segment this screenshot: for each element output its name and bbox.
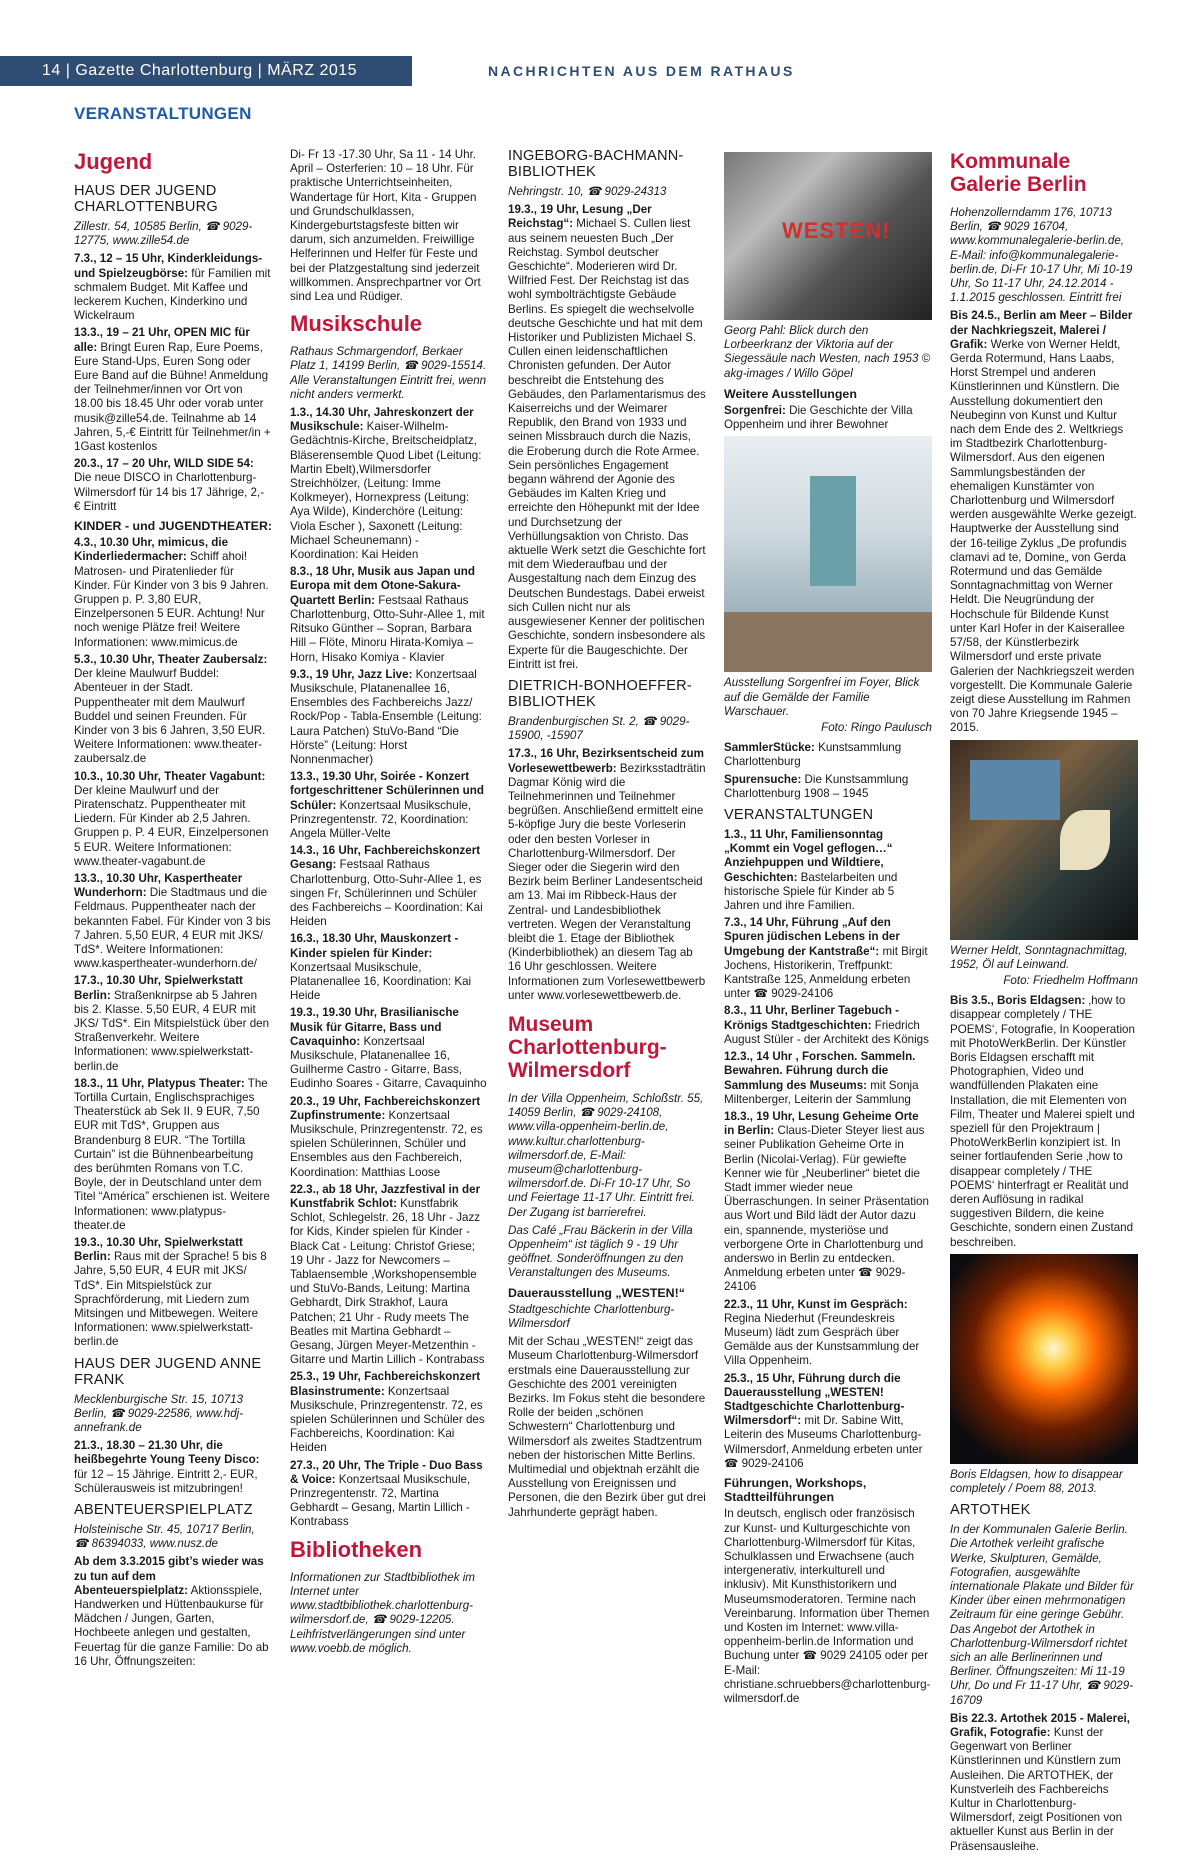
- photo-credit: Foto: Ringo Paulusch: [821, 721, 932, 735]
- event-item: 10.3., 10.30 Uhr, Theater Vagabunt: Der kleine Maulwurf und der Piratenschatz. Puppentheater mit Liedern. Für Kinder ab 2,5 Jahren. Gruppen p. P. 4 EUR, Einzelpersonen 5 EUR. Weitere Informationen: www.theater-vagabunt.de: [74, 769, 269, 868]
- column-1: [74, 148, 272, 1672]
- column-5: [950, 148, 1138, 1857]
- event-item: 1.3., 14.30 Uhr, Jahreskonzert der Musikschule: Kaiser-Wilhelm-Gedächtnis-Kirche, Breitscheidplatz, Bläserensemble Quod Libet (Leitung: Martin Ebelt),Wilmersdorfer Streichhölzer, (Leitung: Imme Kolkmeyer), Hornexpress (Leitung: Aya Wilde), Kinderchöre (Leitung: Viola Escher ), Saxonett (Leitung: Michael Scheunemann) - Koordination: Kai Heiden: [290, 406, 482, 562]
- event-item: 18.3., 11 Uhr, Platypus Theater: The Tortilla Curtain, Englischsprachiges Theaterstück ab Sek II. 9 EUR, 7,50 EUR mit TdS*, Gruppen aus Brandenburg 8 EUR. “The Tortilla Curtain” ist die Bühnenbearbeitung des berühmten Romans von T.C. Boyle, der in Deutschland unter dem Titel “América” erschienen ist. Weitere Informationen: www.platypus-theater.de: [74, 1076, 270, 1232]
- event-item: 20.3., 19 Uhr, Fachbereichskonzert Zupfinstrumente: Konzertsaal Musikschule, Prinzregentenstr. 72, es spielen Schülerinnen, Schüler und Ensembles aus den Fachbereich, Koordination: Matthias Loose: [290, 1094, 483, 1179]
- floor-shape: [724, 612, 932, 672]
- artothek-info: In der Kommunalen Galerie Berlin. Die Artothek verleiht grafische Werke, Skulpturen, Gemälde, Fotografien, ausgewählte internationale Plakate und Bilder für Kinder über einen mehrmonatigen Zeitraum für eine geringe Gebühr. Das Angebot der Artothek in Charlottenburg-Wilmersdorf richtet sich an alle Berlinerinnen und Berliner. Öffnungszeiten: Mi 11-19 Uhr, Do und Fr 11-17 Uhr, ☎ 9029-16709: [950, 1523, 1134, 1707]
- event-item: 22.3., 11 Uhr, Kunst im Gespräch: Regina Niederhut (Freundeskreis Museum) lädt zum Gespräch über Gemälde aus der Kunstsammlung der Villa Oppenheim.: [724, 1297, 920, 1368]
- issue-label: 14 | Gazette Charlottenburg | MÄRZ 2015: [0, 56, 412, 86]
- library-info: Informationen zur Stadtbibliothek im Internet unter www.stadtbibliothek.charlottenburg-wilmersdorf.de, ☎ 9029-12205. Leihfristverlängerungen sind unter www.voebb.de möglich.: [290, 1570, 475, 1655]
- opening-hours: Di- Fr 13 -17.30 Uhr, Sa 11 - 14 Uhr. April – Osterferien: 10 – 18 Uhr. Für praktische Unterrichtseinheiten, Wandertage für Hort, Kita - Gruppen und Grundschulklassen, Kindergeburtstagsfeste bitten wir darum, sich anzumelden. Freiwillige Helferinnen und Helfer für Feste und bei der Platzgestaltung sind jederzeit willkommen. Ansprechpartner vor Ort sind Lea und Rüdiger.: [290, 148, 481, 304]
- venue-address: In der Villa Oppenheim, Schloßstr. 55, 14059 Berlin, ☎ 9029-24108, www.villa-oppenheim-berlin.de, www.kultur.charlottenburg-wilmersdorf.de, E-Mail: museum@charlottenburg-wilmersdorf.de. Di-Fr 10-17 Uhr, So und Feiertage 11-17 Uhr. Eintritt frei. Der Zugang ist barrierefrei.: [508, 1091, 704, 1219]
- painting-sky: [970, 760, 1060, 820]
- venue-address: Holsteinische Str. 45, 10717 Berlin, ☎ 86394033, www.nusz.de: [74, 1523, 255, 1551]
- bibliotheken-heading: Bibliotheken: [290, 1536, 423, 1562]
- doorway-shape: [810, 476, 856, 586]
- fuehrungen-title: Führungen, Workshops, Stadtteilführungen: [724, 1475, 867, 1505]
- venue-haus-jugend: HAUS DER JUGEND CHARLOTTENBURG: [74, 183, 218, 215]
- venue-bonhoeffer: DIETRICH-BONHOEFFER-BIBLIOTHEK: [508, 677, 692, 710]
- department-label: NACHRICHTEN AUS DEM RATHAUS: [488, 63, 795, 79]
- event-item: 20.3., 17 – 20 Uhr, WILD SIDE 54: Die neue DISCO in Charlottenburg-Wilmersdorf für 14 bis 17 Jährige, 2,- € Eintritt: [74, 457, 265, 513]
- venue-anne-frank: HAUS DER JUGEND ANNE FRANK: [74, 1355, 262, 1388]
- event-item: 25.3., 15 Uhr, Führung durch die Dauerausstellung „WESTEN! Stadtgeschichte Charlottenburg-Wilmersdorf“: mit Dr. Sabine Witt, Leiterin des Museums Charlottenburg-Wilmersdorf, Anmeldung erbeten unter ☎ 9029-24106: [724, 1371, 923, 1470]
- event-item: 19.3., 19 Uhr, Lesung „Der Reichstag“: Michael S. Cullen liest aus seinem neuesten Buch „Der Reichstag. Symbol deutscher Geschichte“. Moderieren wird Dr. Wilfried Fest. Der Reichstag ist das wohl symbolträchtigste Gebäude Berlins. Es spiegelt die wechselvolle deutsche Geschichte und hat mit dem Historiker und Publizisten Michael S. Cullen einen leidenschaftlichen Chronisten gefunden. Der Autor beschreibt die Entstehung des Gebäudes, den Parlamentarismus des Kaiserreichs und der Weimarer Republik, den Brand von 1933 und seinen Missbrauch durch die Nazis, die Eroberung durch die Rote Armee. Sein persönliches Engagement begann während der Agonie des Gebäudes im Kalten Krieg und erreichte den Höhepunkt mit der Idee und Durchsetzung der Verhüllungsaktion von Christo. Das aktuelle Werk setzt die Geschichte fort mit dem Wiederaufbau und der Ausgestaltung nach dem Einzug des Deutschen Bundestags. Dabei erweist sich Cullen nicht nur als ausgewiesener Kenner der politischen Geschichte, sondern insbesondere als Experte für die Baugeschichte. Der Eintritt ist frei.: [508, 203, 706, 671]
- event-item: 12.3., 14 Uhr , Forschen. Sammeln. Bewahren. Führung durch die Sammlung des Museums: mit Sonja Miltenberger, Leiterin der Sammlung: [724, 1050, 919, 1106]
- event-item: 17.3., 10.30 Uhr, Spielwerkstatt Berlin: Straßenknirpse ab 5 Jahren bis 2. Klasse. 5,50 EUR, 4 EUR mit JKS/ TdS*. Ein Mitspielstück über den Straßenverkehr. Weitere Informationen: www.spielwerkstatt-berlin.de: [74, 974, 270, 1073]
- exhibition-title: Dauerausstellung „WESTEN!“: [508, 1285, 685, 1300]
- heldt-painting: [950, 740, 1138, 940]
- event-item: Bis 24.5., Berlin am Meer – Bilder der Nachkriegszeit, Malerei / Grafik: Werke von Werner Heldt, Gerda Rotermund, Hans Laabs, Horst Strempel und anderen Künstlerinnen und Künstlern. Die Ausstellung dokumentiert den Neubeginn von Kunst und Kultur nach dem Ende des 2. Weltkriegs im Stadtbezirk Charlottenburg-Wilmersdorf. Aus den eigenen Sammlungsbeständen der ehemaligen Kunstämter von Charlottenburg und Wilmersdorf werden ausgewählte Werke gezeigt. Hauptwerke der Ausstellung sind der 16-teilige Zyklus „De profundis clamavi ad te, Domine„ von Gerda Rotermund und das Gemälde Sonntagnachmittag von Werner Heldt. Die Neugründung der Hochschule für Bildende Kunst unter Karl Hofer in der Kaiserallee 57/58, der Künstlerbezirk Wilmersdorf und erste private Galerien der Nachkriegszeit werden vorgestellt. Die Kommunale Galerie zeigt diese Ausstellung im Rahmen von 70 Jahre Kriegsende 1945 – 2015.: [950, 309, 1137, 735]
- section-heading: VERANSTALTUNGEN: [74, 104, 252, 123]
- event-item: 13.3., 19 – 21 Uhr, OPEN MIC für alle: Bringt Euren Rap, Eure Poems, Eure Stand-Ups, Euren Song oder Eure Band auf die Bühne! Anmeldung der Teilnehmer/innen vor Ort von 18.00 bis 18.45 Uhr oder vorab unter musik@zille54.de. Teilnahme ab 14 Jahren, 5,-€ Eintritt für Teilnehmer/in + 1Gast kostenlos: [74, 326, 271, 454]
- exhibition-text: Mit der Schau „WESTEN!“ zeigt das Museum Charlottenburg-Wilmersdorf erstmals eine Dauerausstellung zur Geschichte des 2001 vereinigten Bezirks. Im Fokus steht die besondere Rolle der beiden „schönen Schwestern“ Charlottenburg und Wilmersdorf als zweites Stadtzentrum neben der historischen Mitte Berlins. Multimedial und objektnah erzählt die Ausstellung von Ereignissen und Personen, die den Bezirk über gut drei Jahrhunderte geprägt haben.: [508, 1335, 706, 1519]
- cafe-info: Das Café „Frau Bäckerin in der Villa Oppenheim“ ist täglich 9 - 19 Uhr geöffnet. Sonderöffnungen zu den Veranstaltungen des Museums.: [508, 1223, 693, 1280]
- event-item: 9.3., 19 Uhr, Jazz Live: Konzertsaal Musikschule, Platanenallee 16, Ensembles des Fachbereichs Jazz/ Rock/Pop - Tabla-Ensemble (Leitung: Laura Patchen) StuVo-Band “Die Hörste” (Leitung: Horst Nonnenmacher): [290, 667, 482, 766]
- event-item: 8.3., 11 Uhr, Berliner Tagebuch - Krönigs Stadtgeschichten: Friedrich August Stüler - der Architekt des Königs: [724, 1004, 929, 1046]
- galerie-heading: Kommunale Galerie Berlin: [950, 150, 1087, 196]
- event-item: 8.3., 18 Uhr, Musik aus Japan und Europa mit dem Otone-Sakura-Quartett Berlin: Festsaal Rathaus Charlottenburg, Otto-Suhr-Allee 1, mit Ritsuko Günther – Sopran, Barbara Hill – Flöte, Minoru Hirata-Komiya – Horn, Hisako Komiya - Klavier: [290, 565, 485, 664]
- veranstaltungen-heading: VERANSTALTUNGEN: [724, 807, 874, 824]
- event-item: 21.3., 18.30 – 21.30 Uhr, die heißbegehrte Young Teeny Disco: für 12 – 15 Jährige. Eintritt 2,- EUR, Schülerausweis ist mitzubringen!: [74, 1439, 260, 1495]
- venue-address: Hohenzollerndamm 176, 10713 Berlin, ☎ 9029 16704, www.kommunalegalerie-berlin.de, E-Mail: info@kommunalegalerie-berlin.de, Di-Fr 10-17 Uhr, Mi 10-19 Uhr, So 11-17 Uhr, 24.12.2014 - 1.1.2015 geschlossen. Eintritt frei: [950, 206, 1133, 305]
- venue-address: Rathaus Schmargendorf, Berkaer Platz 1, 14199 Berlin, ☎ 9029-15514. Alle Veranstaltungen Eintritt frei, wenn nicht anders vermerkt.: [290, 345, 487, 401]
- page-header: [0, 0, 1200, 92]
- venue-bachmann: INGEBORG-BACHMANN-BIBLIOTHEK: [508, 148, 684, 180]
- exhibition-subtitle: Stadtgeschichte Charlottenburg-Wilmersdorf: [508, 1302, 675, 1331]
- event-item: Bis 22.3. Artothek 2015 - Malerei, Grafik, Fotografie: Kunst der Gegenwart von Berliner Künstlerinnen und Künstlern zum Ausleihen. Die ARTOTHEK, der Kunstverleih des Fachbereichs Kultur in Charlottenburg-Wilmersdorf, zeigt Positionen von aktueller Kunst aus Berlin in der Präsensausleihe.: [950, 1711, 1130, 1853]
- event-item: 25.3., 19 Uhr, Fachbereichskonzert Blasinstrumente: Konzertsaal Musikschule, Prinzregentenstr. 72, es spielen Schülerinnen und Schüler des Fachbereichs, Koordination: Kai Heiden: [290, 1370, 485, 1455]
- venue-address: Brandenburgischen St. 2, ☎ 9029-15900, -15907: [508, 714, 690, 743]
- event-item: 18.3., 19 Uhr, Lesung Geheime Orte in Berlin: Claus-Dieter Steyer liest aus seiner Publikation Geheime Orte in Berlin (Nicolai-Verlag). Für gewiefte Kenner wie für „Neuberliner“ bietet die Stadt immer wieder neue Überraschungen. In seiner Präsentation aus Wort und Bild lädt der Autor dazu ein, spannende, mysteriöse und verborgene Orte in Charlottenburg und anderswo in Berlin zu entdecken. Anmeldung erbeten unter ☎ 9029-24106: [724, 1109, 929, 1294]
- photo-caption: Werner Heldt, Sonntagnachmittag, 1952, Öl auf Leinwand.: [950, 943, 1128, 971]
- subheading-theater: KINDER - und JUGENDTHEATER:: [74, 519, 273, 534]
- eldagsen-photo: [950, 1254, 1138, 1464]
- photo-caption: Georg Pahl: Blick durch den Lorbeerkranz der Viktoria auf der Siegessäule nach Westen, nach 1953 © akg-images / Willo Göpel: [724, 324, 931, 380]
- event-item: Ab dem 3.3.2015 gibt’s wieder was zu tun auf dem Abenteuerspielplatz: Aktionsspiele, Handwerken und Hüttenbaukurse für Mädchen / Jungen, Garten, Hochbeete anlegen und gestalten, Feuertag für die ganze Familie: Do ab 16 Uhr, Öffnungszeiten:: [74, 1555, 269, 1668]
- column-2: [290, 148, 490, 1660]
- jugend-heading: Jugend: [74, 149, 153, 174]
- venue-address: Mecklenburgische Str. 15, 10713 Berlin, ☎ 9029-22586, www.hdj-annefrank.de: [74, 1392, 244, 1435]
- event-item: 1.3., 11 Uhr, Familiensonntag „Kommt ein Vogel geflogen…“ Anziehpuppen und Wildtiere, Geschichten: Bastelarbeiten und historische Spiele für Kinder ab 5 Jahren und ihre Familien.: [724, 828, 898, 913]
- venue-address: Nehringstr. 10, ☎ 9029-24313: [508, 185, 667, 198]
- westen-logo: WESTEN!: [782, 218, 891, 243]
- foyer-photo: [724, 436, 932, 672]
- column-3: [508, 148, 706, 1523]
- event-item: 16.3., 18.30 Uhr, Mauskonzert - Kinder spielen für Kinder: Konzertsaal Musikschule, Platanenallee 16, Koordination: Kai Heide: [290, 932, 472, 1003]
- event-item: 13.3., 10.30 Uhr, Kaspertheater Wunderhorn: Die Stadtmaus und die Feldmaus. Puppentheater nach der bekannten Fabel. Für Kinder von 3 bis 7 Jahren. 5,50 EUR, 4 EUR mit JKS/ TdS*. Weitere Informationen: www.kaspertheater-wunderhorn.de/: [74, 871, 271, 971]
- exhibition-item: Spurensuche: Die Kunstsammlung Charlottenburg 1908 – 1945: [724, 772, 909, 800]
- event-item: 19.3., 10.30 Uhr, Spielwerkstatt Berlin: Raus mit der Sprache! 5 bis 8 Jahre, 5,50 EUR, 4 EUR mit JKS/ TdS*. Ein Mitspielstück zur Sprachförderung, mit Liedern zum Mitsingen und Mitbewegen. Weitere Informationen: www.spielwerkstatt-berlin.de: [74, 1236, 267, 1349]
- event-item: 27.3., 20 Uhr, The Triple - Duo Bass & Voice: Konzertsaal Musikschule, Prinzregentenstr. 72, Martina Gebhardt – Gesang, Martin Lillich - Kontrabass: [290, 1458, 483, 1529]
- event-item: 19.3., 19.30 Uhr, Brasilianische Musik für Gitarre, Bass und Cavaquinho: Konzertsaal Musikschule, Platanenallee 16, Guilherme Castro - Gitarre, Bass, Eudinho Soares - Gitarre, Cavaquinho: [290, 1006, 487, 1091]
- venue-address: Zillestr. 54, 10585 Berlin, ☎ 9029-12775, www.zille54.de: [74, 220, 253, 248]
- event-item: 13.3., 19.30 Uhr, Soirée - Konzert fortgeschrittener Schülerinnen und Schüler: Konzertsaal Musikschule, Prinzregentenstr. 72, Koordination: Angela Müller-Velte: [290, 770, 484, 840]
- exhibition-item: Sorgenfrei: Die Geschichte der Villa Oppenheim und ihrer Bewohner: [724, 404, 913, 432]
- event-item: 7.3., 12 – 15 Uhr, Kinderkleidungs- und Spielzeugbörse: für Familien mit schmalem Budget. Mit Kaffee und leckerem Kuchen, Kinderkino und Wickelraum: [74, 252, 271, 323]
- event-item: Bis 3.5., Boris Eldagsen: ‚how to disappear completely / THE POEMS‘, Fotografie, In Kooperation mit PhotoWerkBerlin. Der Künstler Boris Eldagsen erschafft mit Photographien, Video und wandfüllenden Plakaten eine Installation, die mit Elementen von Film, Theater und Malerei spielt und speziell für den Projektraum | PhotoWerkBerlin konzipiert ist. In seiner fortlaufenden Serie ‚how to disappear completely / THE POEMS‘ hinterfragt er Realität und deren Auflösung in radikal suggestiven Bildern, die keine Geschichte, sondern einen Zustand beschreiben.: [950, 994, 1135, 1249]
- photo-caption: Boris Eldagsen, how to disappear completely / Poem 88, 2013.: [950, 1467, 1123, 1495]
- painting-leaf: [1060, 810, 1110, 870]
- event-item: 4.3., 10.30 Uhr, mimicus, die Kinderliedermacher: Schiff ahoi! Matrosen- und Piratenlieder für Kinder. Für Kinder von 3 bis 9 Jahren. Gruppen p. P. 3,80 EUR, Einzelpersonen 5 EUR. Achtung! Nur noch wenige Plätze frei! Weitere Informationen: www.mimicus.de: [74, 536, 269, 649]
- event-item: 5.3., 10.30 Uhr, Theater Zaubersalz: Der kleine Maulwurf Buddel: Abenteuer in der Stadt. Puppentheater mit dem Maulwurf Buddel und seinen Freunden. Für Kinder von 3 bis 6 Jahren, 3,50 EUR. Weitere Informationen: www.theater-zaubersalz.de: [74, 652, 268, 766]
- museum-heading: Museum Charlottenburg-Wilmersdorf: [508, 1012, 667, 1082]
- exhibition-item: SammlerStücke: Kunstsammlung Charlottenburg: [724, 741, 902, 769]
- artothek-heading: ARTOTHEK: [950, 1502, 1031, 1519]
- event-item: 7.3., 14 Uhr, Führung „Auf den Spuren jüdischen Lebens in der Umgebung der Kantstraße“: mit Birgit Jochens, Historikerin, Treffpunkt: Kantstraße 125, Anmeldung erbeten unter ☎ 9029-24106: [724, 916, 928, 1001]
- fuehrungen-text: In deutsch, englisch oder französisch zur Kunst- und Kulturgeschichte von Charlottenburg-Wilmersdorf für Kitas, Schulklassen und Erwachsene (auch intergenerativ, interkulturell und inklusiv). Mit Kunsthistorikern und Museumsmoderatoren. Termine nach Vereinbarung. Information über Themen und Kosten im Internet: www.villa-oppenheim-berlin.de Information und Buchung unter ☎ 9029 24105 oder per E-Mail: christiane.schruebbers@charlottenburg-wilmersdorf.de: [724, 1507, 931, 1706]
- wreath-photo: [724, 152, 932, 320]
- event-item: 17.3., 16 Uhr, Bezirksentscheid zum Vorlesewettbewerb: Bezirksstadträtin Dagmar König wird die Teilnehmerinnen und Teilnehmer begrüßen. Anschließend ermittelt eine 5-köpfige Jury die beste Vorleserin oder den besten Vorleser in Charlottenburg-Wilmersdorf. Der Sieger oder die Siegerin wird den Bezirk beim Berliner Landesentscheid am 13. Mai im Ribbeck-Haus der Zentral- und Landesbibliothek vertreten. Wegen der Veranstaltung bleibt die 1. Etage der Bibliothek (Kinderbibliothek) an diesem Tag ab 16 Uhr geschlossen. Weitere Informationen zum Vorlesewettbewerb unter www.vorlesewettbewerb.de.: [508, 747, 706, 1002]
- venue-abenteuer: ABENTEUERSPIELPLATZ: [74, 1502, 253, 1519]
- event-item: 14.3., 16 Uhr, Fachbereichskonzert Gesang: Festsaal Rathaus Charlottenburg, Otto-Suhr-Allee 1, es singen Fr, Schülerinnen und Schüler des Fachbereichs – Koordination: Kai Heiden: [290, 844, 483, 929]
- photo-credit: Foto: Friedhelm Hoffmann: [1003, 973, 1138, 987]
- weitere-ausstellungen: Weitere Ausstellungen: [724, 386, 857, 401]
- musikschule-heading: Musikschule: [290, 311, 423, 337]
- event-item: 22.3., ab 18 Uhr, Jazzfestival in der Kunstfabrik Schlot: Kunstfabrik Schlot, Schlegelstr. 26, 18 Uhr - Jazz for Kids, Kinder spielen für Kinder - Black Cat - Leitung: Christof Griese; 19 Uhr - Jazz for Newcomers – Tablaensemble ,Workshopensemble und StuVo-Bands, Leitung: Martina Gebhardt, Dirk Strakhof, Laura Patchen; 21 Uhr - Rudy meets The Beatles mit Martina Gebhardt – Gesang, Jürgen Meyer-Metzenthin - Gitarre und Martin Lillich - Kontrabass: [290, 1182, 485, 1367]
- photo-caption: Ausstellung Sorgenfrei im Foyer, Blick auf die Gemälde der Familie Warschauer.: [724, 676, 920, 718]
- column-4: [724, 148, 932, 1709]
